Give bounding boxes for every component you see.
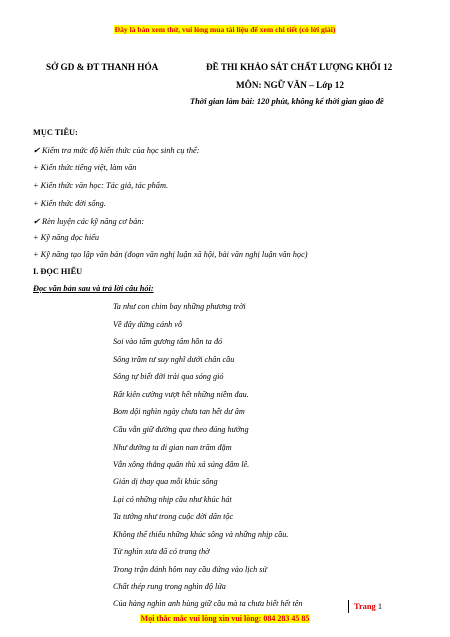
poem-line: Lại có những nhịp cầu như khúc hát (113, 495, 232, 504)
poem-line: Từ nghìn xưa đã có trang thờ (113, 547, 210, 556)
objective-item: + Kỹ năng đọc hiểu (33, 233, 99, 242)
objective-item: + Kiến thức tiếng việt, làm văn (33, 163, 137, 172)
page-label: Trang (354, 602, 376, 611)
objective-item: + Kiến thức đời sống. (33, 199, 106, 208)
preview-banner: Đây là bản xem thử, vui lòng mua tài liệu để xem chi tiết (có lời giải) (114, 25, 336, 34)
poem-line: Không thể thiếu những khúc sông và những nhịp cầu. (113, 530, 289, 539)
objective-item: ✔ Kiểm tra mức độ kiến thức của học sinh cụ thể: (33, 146, 200, 155)
poem-line: Như đường ta đi gian nan trăm đặm (113, 443, 232, 452)
poem-line: Về đây dừng cánh vỗ (113, 320, 183, 329)
objective-item: ✔ Rèn luyện các kỹ năng cơ bản: (33, 217, 145, 226)
poem-line: Ta tưởng như trong cuộc đời dân tộc (113, 512, 234, 521)
exam-duration: Thời gian làm bài: 120 phút, không kể thời gian giao đề (190, 97, 384, 106)
poem-line: Giản dị thay qua mỗi khúc sông (113, 477, 218, 486)
poem-line: Bom dội nghìn ngày chưa tan hết dư âm (113, 407, 245, 416)
poem-line: Sông trầm tư suy nghĩ dưới chân cầu (113, 355, 235, 364)
poem-line: Sông tự biết đời trải qua sóng gió (113, 372, 224, 381)
poem-line: Soi vào tấm gương tâm hồn ta đó (113, 337, 223, 346)
poem-line: Ta như con chim bay những phương trời (113, 302, 246, 311)
poem-line: Cầu vẫn giữ đường qua theo đúng hướng (113, 425, 249, 434)
exam-subject: MÔN: NGỮ VĂN – Lớp 12 (236, 80, 344, 90)
objective-item: + Kỹ năng tạo lập văn bản (đoạn văn nghị luận xã hội, bài văn nghị luận văn học) (33, 250, 308, 259)
section-heading: I. ĐỌC HIỂU (33, 267, 83, 276)
poem-line: Rất kiên cường vượt hết những niềm đau. (113, 390, 249, 399)
page-number-box (348, 600, 382, 613)
objectives-heading: MỤC TIÊU: (33, 128, 78, 137)
poem-line: Trong trận đánh hôm nay cầu đứng vào lịch sử (113, 565, 267, 574)
contact-footer: Mọi thắc mắc vui lòng xin vui lòng: 084 283 45 85 (140, 614, 310, 623)
objective-item: + Kiến thức văn học: Tác giả, tác phẩm. (33, 181, 169, 190)
poem-line: Chất thép rung trong nghìn độ lửa (113, 582, 226, 591)
department-name: SỞ GD & ĐT THANH HÓA (46, 62, 159, 72)
poem-line: Của hàng nghìn anh hùng giữ cầu mà ta chưa biết hết tên (113, 599, 303, 608)
exam-title: ĐỀ THI KHẢO SÁT CHẤT LƯỢNG KHỐI 12 (206, 62, 393, 72)
poem-line: Vẫn xông thẳng quân thù xả súng đâm lê. (113, 460, 250, 469)
page-number: 1 (377, 602, 382, 611)
reading-instruction: Đọc văn bản sau và trả lời câu hỏi: (33, 284, 154, 293)
